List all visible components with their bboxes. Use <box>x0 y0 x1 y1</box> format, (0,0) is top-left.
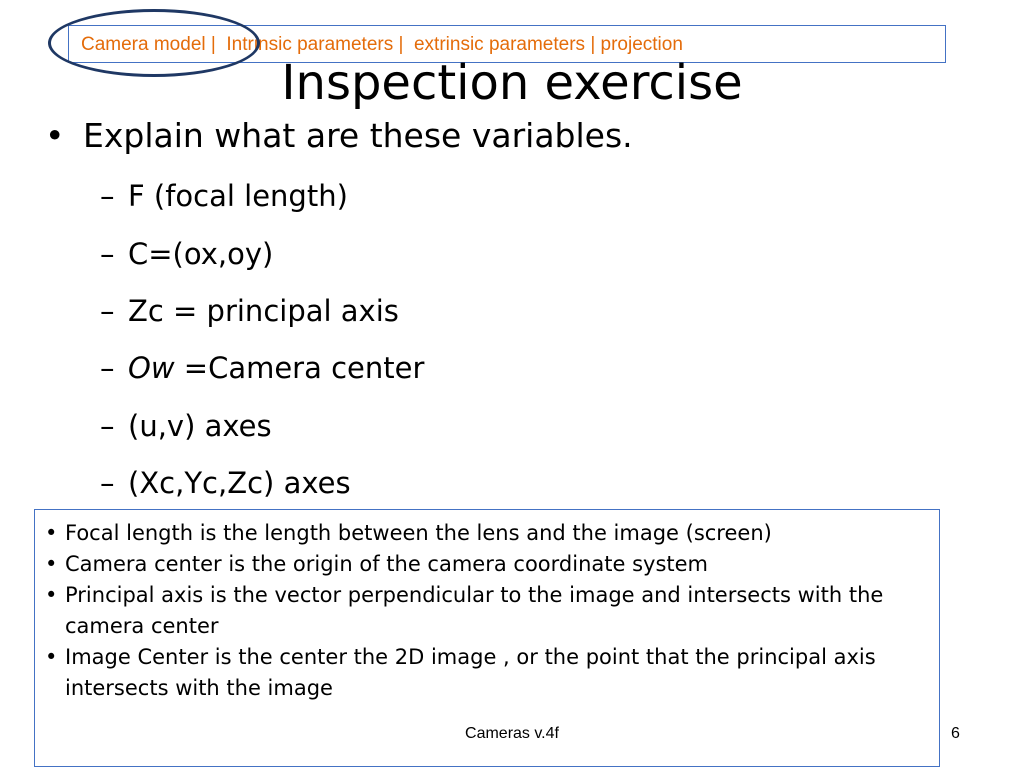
slide-title: Inspection exercise <box>281 55 743 111</box>
sub-item-italic-text: Ow <box>128 351 175 385</box>
dash-icon: – <box>100 351 115 385</box>
bullet-dot-icon: • <box>45 645 58 669</box>
footer-title: Cameras v.4f <box>465 725 559 742</box>
main-bullet-text: Explain what are these variables. <box>83 116 633 155</box>
sub-item-text: =Camera center <box>174 351 425 385</box>
dash-icon: – <box>100 237 115 271</box>
answer-text: Principal axis is the vector perpendicular to the image and intersects with the camera center <box>65 583 884 638</box>
answer-list <box>45 518 925 704</box>
sub-item-uv-axes <box>100 407 272 445</box>
sub-item-camera-center <box>100 349 424 387</box>
sub-item-camera-axes <box>100 464 351 502</box>
answer-text: Focal length is the length between the lens and the image (screen) <box>65 521 772 545</box>
answer-item-principal-axis <box>45 580 925 642</box>
main-bullet <box>45 114 633 158</box>
answer-item-focal-length <box>45 518 925 549</box>
dash-icon: – <box>100 409 115 443</box>
topic-navigation-text: Camera model | Intrinsic parameters | extrinsic parameters | projection <box>81 34 683 55</box>
sub-item-text: Zc = principal axis <box>128 294 399 328</box>
dash-icon: – <box>100 466 115 500</box>
sub-item-image-center <box>100 235 273 273</box>
answer-item-camera-center <box>45 549 925 580</box>
bullet-dot-icon: • <box>45 552 58 576</box>
answer-text: Image Center is the center the 2D image , or the point that the principal axis intersects with the image <box>65 645 876 700</box>
answer-item-image-center <box>45 642 925 704</box>
sub-item-text: (Xc,Yc,Zc) axes <box>128 466 351 500</box>
sub-item-text: F (focal length) <box>128 179 348 213</box>
bullet-dot-icon: • <box>45 521 58 545</box>
sub-item-text: C=(ox,oy) <box>128 237 274 271</box>
bullet-dot-icon: • <box>45 116 65 155</box>
sub-item-text: (u,v) axes <box>128 409 272 443</box>
page-number: 6 <box>951 725 960 742</box>
bullet-dot-icon: • <box>45 583 58 607</box>
sub-item-principal-axis <box>100 292 399 330</box>
sub-item-focal-length <box>100 177 348 215</box>
dash-icon: – <box>100 179 115 213</box>
answer-text: Camera center is the origin of the camera coordinate system <box>65 552 709 576</box>
dash-icon: – <box>100 294 115 328</box>
